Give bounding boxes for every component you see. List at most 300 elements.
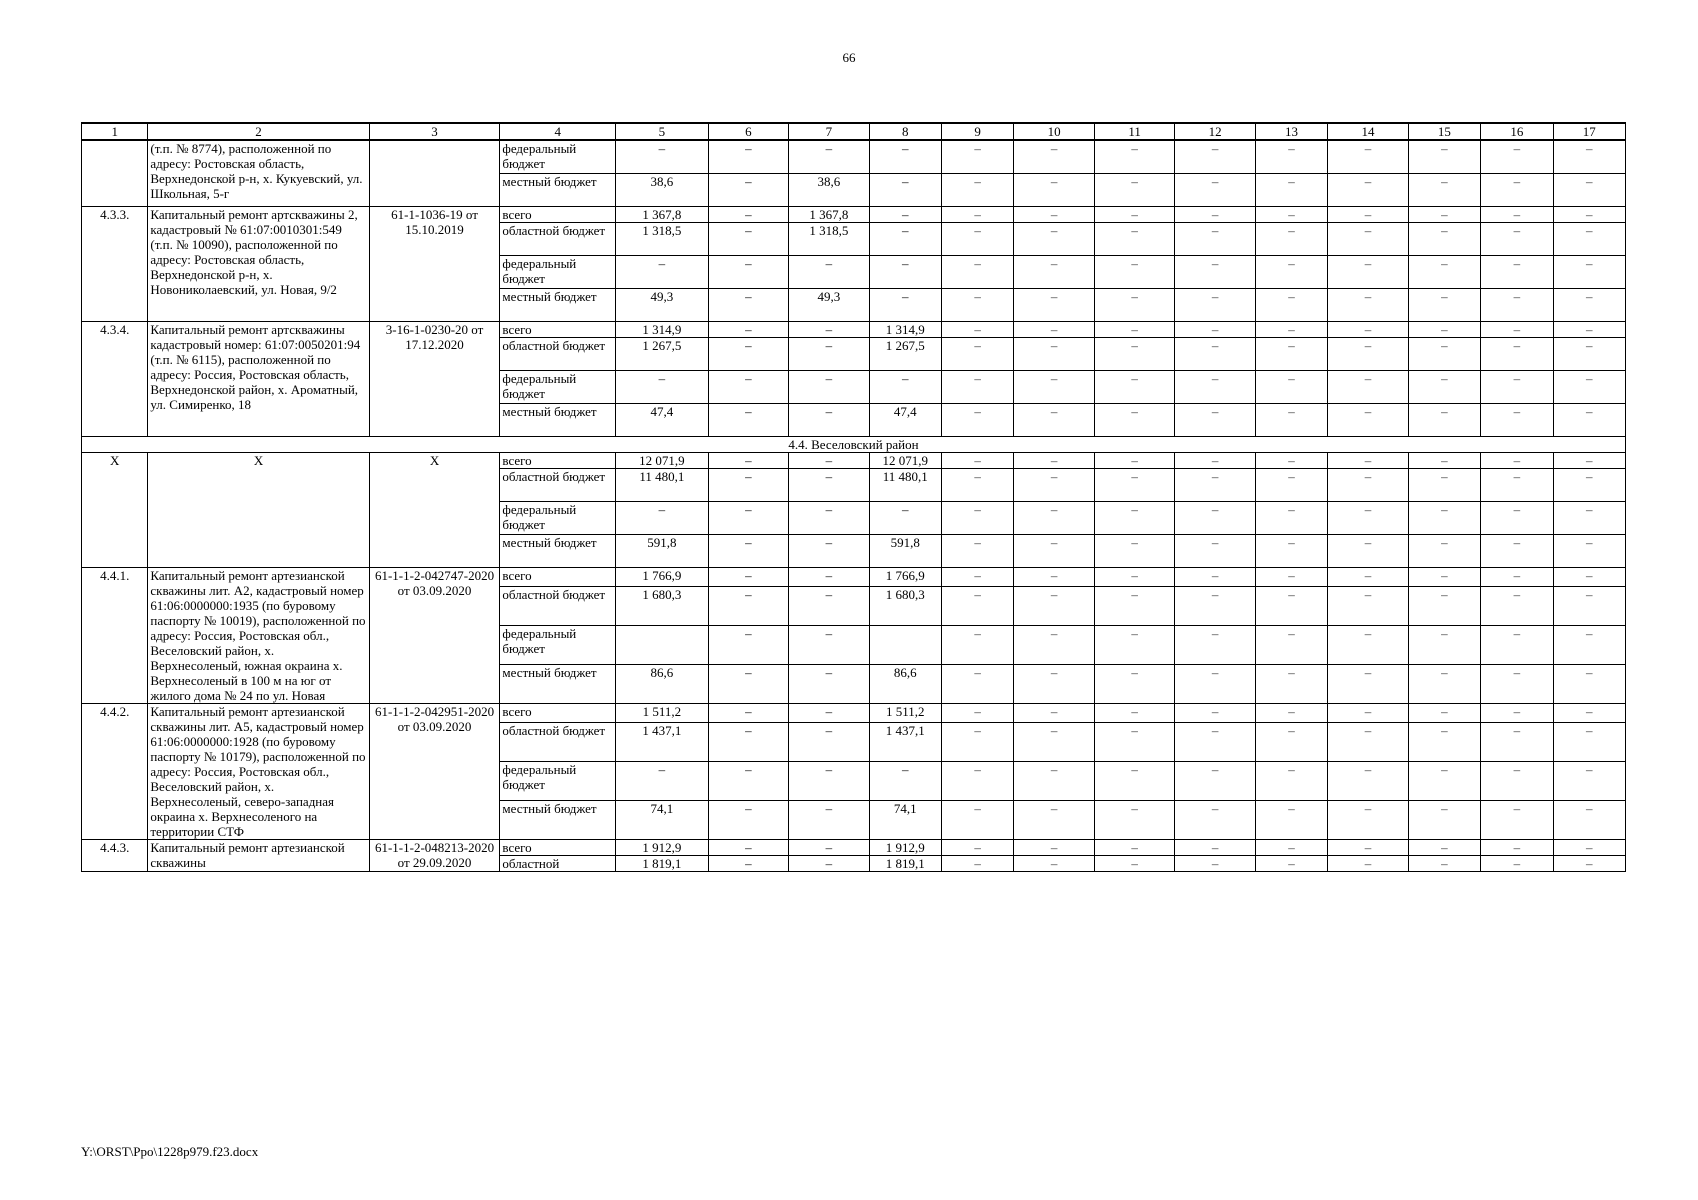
empty-value-dash: –	[1328, 722, 1408, 761]
amount-v8: 1 267,5	[869, 338, 941, 371]
empty-value-dash: –	[1014, 338, 1094, 371]
table-row	[82, 840, 1626, 856]
empty-value-dash: –	[1408, 371, 1480, 404]
empty-value-dash: –	[1094, 453, 1174, 469]
empty-value-dash: –	[941, 840, 1013, 856]
empty-value-dash: –	[1553, 761, 1625, 800]
amount-v8: 1 766,9	[869, 568, 941, 587]
empty-value-dash: –	[1408, 800, 1480, 839]
empty-value-dash: –	[1328, 207, 1408, 223]
amount-v6: –	[708, 840, 788, 856]
empty-value-dash: –	[1328, 840, 1408, 856]
empty-value-dash: –	[1255, 223, 1327, 256]
amount-v7: –	[789, 453, 869, 469]
funding-source: областной бюджет	[500, 223, 616, 256]
empty-value-dash: –	[1255, 800, 1327, 839]
empty-value-dash: –	[1094, 322, 1174, 338]
empty-value-dash: –	[1014, 586, 1094, 625]
empty-value-dash: –	[1481, 535, 1553, 568]
amount-v5: 74,1	[616, 800, 709, 839]
funding-source: федеральный бюджет	[500, 625, 616, 664]
empty-value-dash: –	[1014, 625, 1094, 664]
empty-value-dash: –	[1175, 568, 1255, 587]
amount-v7: 1 367,8	[789, 207, 869, 223]
empty-value-dash: –	[1481, 404, 1553, 437]
expertise-conclusion: 61-1-1-2-048213-2020 от 29.09.2020	[369, 840, 500, 872]
amount-v8: 1 819,1	[869, 856, 941, 872]
amount-v5: –	[616, 371, 709, 404]
empty-value-dash: –	[1094, 586, 1174, 625]
amount-v6: –	[708, 586, 788, 625]
amount-v5: 1 437,1	[616, 722, 709, 761]
amount-v7: –	[789, 856, 869, 872]
empty-value-dash: –	[1553, 174, 1625, 207]
amount-v7: –	[789, 140, 869, 174]
empty-value-dash: –	[1553, 856, 1625, 872]
empty-value-dash: –	[1408, 664, 1480, 703]
empty-value-dash: –	[1255, 469, 1327, 502]
empty-value-dash: –	[1408, 322, 1480, 338]
funding-source: федеральный бюджет	[500, 140, 616, 174]
empty-value-dash: –	[1014, 568, 1094, 587]
empty-value-dash: –	[1094, 371, 1174, 404]
empty-value-dash: –	[1553, 800, 1625, 839]
column-number: 9	[941, 123, 1013, 140]
empty-value-dash: –	[1408, 256, 1480, 289]
amount-v8: –	[869, 761, 941, 800]
empty-value-dash: –	[1255, 722, 1327, 761]
empty-value-dash: –	[1408, 453, 1480, 469]
empty-value-dash: –	[1328, 223, 1408, 256]
empty-value-dash: –	[1175, 256, 1255, 289]
funding-source: федеральный бюджет	[500, 371, 616, 404]
funding-source: всего	[500, 453, 616, 469]
empty-value-dash: –	[1014, 322, 1094, 338]
column-number: 17	[1553, 123, 1625, 140]
empty-value-dash: –	[1014, 469, 1094, 502]
empty-value-dash: –	[1175, 722, 1255, 761]
amount-v6: –	[708, 174, 788, 207]
expertise-conclusion	[369, 140, 500, 207]
empty-value-dash: –	[1408, 761, 1480, 800]
table-row	[82, 568, 1626, 587]
amount-v5: –	[616, 502, 709, 535]
empty-value-dash: –	[1094, 469, 1174, 502]
amount-v8: 47,4	[869, 404, 941, 437]
empty-value-dash: –	[1408, 469, 1480, 502]
empty-value-dash: –	[1094, 625, 1174, 664]
amount-v8: 591,8	[869, 535, 941, 568]
empty-value-dash: –	[1328, 469, 1408, 502]
empty-value-dash: –	[1094, 761, 1174, 800]
expertise-conclusion: 61-1-1-2-042747-2020 от 03.09.2020	[369, 568, 500, 704]
column-number: 13	[1255, 123, 1327, 140]
column-number: 7	[789, 123, 869, 140]
item-number: 4.3.4.	[82, 322, 148, 437]
amount-v7: –	[789, 338, 869, 371]
empty-value-dash: –	[1014, 856, 1094, 872]
empty-value-dash: –	[1175, 223, 1255, 256]
empty-value-dash: –	[1094, 664, 1174, 703]
empty-value-dash: –	[1175, 174, 1255, 207]
empty-value-dash: –	[1328, 338, 1408, 371]
empty-value-dash: –	[1408, 140, 1480, 174]
empty-value-dash: –	[1481, 256, 1553, 289]
empty-value-dash: –	[941, 800, 1013, 839]
empty-value-dash: –	[1553, 704, 1625, 723]
amount-v8: –	[869, 371, 941, 404]
empty-value-dash: –	[941, 338, 1013, 371]
empty-value-dash: –	[1014, 840, 1094, 856]
empty-value-dash: –	[1255, 625, 1327, 664]
amount-v7: –	[789, 664, 869, 703]
empty-value-dash: –	[1175, 322, 1255, 338]
funding-source: всего	[500, 322, 616, 338]
empty-value-dash: –	[1014, 289, 1094, 322]
amount-v5: 1 680,3	[616, 586, 709, 625]
empty-value-dash: –	[1408, 535, 1480, 568]
amount-v7: –	[789, 722, 869, 761]
amount-v6: –	[708, 568, 788, 587]
table-body	[82, 123, 1626, 872]
empty-value-dash: –	[1014, 535, 1094, 568]
amount-v7: –	[789, 404, 869, 437]
empty-value-dash: –	[1094, 223, 1174, 256]
empty-value-dash: –	[941, 722, 1013, 761]
empty-value-dash: –	[1014, 704, 1094, 723]
empty-value-dash: –	[1175, 535, 1255, 568]
funding-source: федеральный бюджет	[500, 761, 616, 800]
empty-value-dash: –	[1328, 568, 1408, 587]
amount-v8	[869, 625, 941, 664]
empty-value-dash: –	[1553, 625, 1625, 664]
amount-v6: –	[708, 800, 788, 839]
table-row	[82, 140, 1626, 174]
empty-value-dash: –	[941, 664, 1013, 703]
amount-v6: –	[708, 722, 788, 761]
amount-v6: –	[708, 502, 788, 535]
empty-value-dash: –	[1255, 371, 1327, 404]
empty-value-dash: –	[1408, 502, 1480, 535]
empty-value-dash: –	[941, 568, 1013, 587]
amount-v7: –	[789, 256, 869, 289]
amount-v8: 1 511,2	[869, 704, 941, 723]
empty-value-dash: –	[1014, 664, 1094, 703]
empty-value-dash: –	[1481, 322, 1553, 338]
amount-v6: –	[708, 322, 788, 338]
amount-v5: –	[616, 140, 709, 174]
empty-value-dash: –	[1175, 625, 1255, 664]
section-row	[82, 437, 1626, 453]
amount-v7: –	[789, 322, 869, 338]
empty-value-dash: –	[1094, 140, 1174, 174]
amount-v6: –	[708, 535, 788, 568]
item-number: 4.4.1.	[82, 568, 148, 704]
empty-value-dash: –	[1328, 404, 1408, 437]
footer-file-path: Y:\ORST\Ppo\1228p979.f23.docx	[81, 1144, 259, 1159]
empty-value-dash: –	[1408, 625, 1480, 664]
table-row	[82, 322, 1626, 338]
amount-v6: –	[708, 140, 788, 174]
empty-value-dash: –	[941, 404, 1013, 437]
empty-value-dash: –	[941, 322, 1013, 338]
amount-v5: 49,3	[616, 289, 709, 322]
expertise-conclusion: 61-1-1-2-042951-2020 от 03.09.2020	[369, 704, 500, 840]
empty-value-dash: –	[1328, 664, 1408, 703]
amount-v8: –	[869, 289, 941, 322]
empty-value-dash: –	[1094, 568, 1174, 587]
empty-value-dash: –	[1014, 453, 1094, 469]
empty-value-dash: –	[1175, 338, 1255, 371]
empty-value-dash: –	[941, 535, 1013, 568]
empty-value-dash: –	[1408, 207, 1480, 223]
amount-v5: 1 819,1	[616, 856, 709, 872]
empty-value-dash: –	[1408, 223, 1480, 256]
empty-value-dash: –	[1553, 469, 1625, 502]
empty-value-dash: –	[1328, 453, 1408, 469]
funding-source: областной бюджет	[500, 338, 616, 371]
empty-value-dash: –	[1328, 289, 1408, 322]
empty-value-dash: –	[1553, 256, 1625, 289]
empty-value-dash: –	[1255, 289, 1327, 322]
empty-value-dash: –	[1328, 174, 1408, 207]
empty-value-dash: –	[1094, 704, 1174, 723]
amount-v7: –	[789, 535, 869, 568]
amount-v5: 86,6	[616, 664, 709, 703]
empty-value-dash: –	[941, 625, 1013, 664]
empty-value-dash: –	[1255, 256, 1327, 289]
empty-value-dash: –	[1408, 704, 1480, 723]
amount-v7: –	[789, 469, 869, 502]
amount-v7: –	[789, 371, 869, 404]
empty-value-dash: –	[1481, 502, 1553, 535]
empty-value-dash: –	[1014, 800, 1094, 839]
amount-v5	[616, 625, 709, 664]
empty-value-dash: –	[1408, 722, 1480, 761]
expertise-conclusion: 3-16-1-0230-20 от 17.12.2020	[369, 322, 500, 437]
column-number: 11	[1094, 123, 1174, 140]
amount-v5: 11 480,1	[616, 469, 709, 502]
empty-value-dash: –	[1408, 568, 1480, 587]
empty-value-dash: –	[1255, 535, 1327, 568]
amount-v5: 1 912,9	[616, 840, 709, 856]
amount-v5: –	[616, 256, 709, 289]
empty-value-dash: –	[1328, 502, 1408, 535]
amount-v8: –	[869, 502, 941, 535]
empty-value-dash: –	[1255, 207, 1327, 223]
section-title: 4.4. Веселовский район	[82, 437, 1626, 453]
empty-value-dash: –	[1481, 800, 1553, 839]
empty-value-dash: –	[1328, 704, 1408, 723]
amount-v8: 1 912,9	[869, 840, 941, 856]
empty-value-dash: –	[1481, 704, 1553, 723]
amount-v8: –	[869, 140, 941, 174]
item-number: 4.3.3.	[82, 207, 148, 322]
amount-v6: –	[708, 223, 788, 256]
empty-value-dash: –	[1481, 140, 1553, 174]
empty-value-dash: –	[1481, 338, 1553, 371]
empty-value-dash: –	[1481, 856, 1553, 872]
amount-v6: –	[708, 664, 788, 703]
empty-value-dash: –	[1255, 322, 1327, 338]
amount-v7: –	[789, 704, 869, 723]
empty-value-dash: –	[1408, 174, 1480, 207]
amount-v6: –	[708, 256, 788, 289]
amount-v8: 1 680,3	[869, 586, 941, 625]
funding-source: всего	[500, 207, 616, 223]
empty-value-dash: –	[1094, 722, 1174, 761]
empty-value-dash: –	[1175, 140, 1255, 174]
empty-value-dash: –	[1255, 502, 1327, 535]
empty-value-dash: –	[1255, 568, 1327, 587]
amount-v8: 12 071,9	[869, 453, 941, 469]
amount-v6: –	[708, 625, 788, 664]
empty-value-dash: –	[1553, 664, 1625, 703]
funding-source: областной	[500, 856, 616, 872]
column-number: 16	[1481, 123, 1553, 140]
empty-value-dash: –	[941, 586, 1013, 625]
table-row	[82, 207, 1626, 223]
empty-value-dash: –	[1255, 761, 1327, 800]
empty-value-dash: –	[1328, 140, 1408, 174]
table-row	[82, 453, 1626, 469]
amount-v5: 1 511,2	[616, 704, 709, 723]
empty-value-dash: –	[1481, 722, 1553, 761]
empty-value-dash: –	[1175, 856, 1255, 872]
empty-value-dash: –	[1094, 289, 1174, 322]
amount-v7: –	[789, 586, 869, 625]
empty-value-dash: –	[1175, 840, 1255, 856]
column-number: 14	[1328, 123, 1408, 140]
empty-value-dash: –	[1481, 174, 1553, 207]
empty-value-dash: –	[1481, 371, 1553, 404]
empty-value-dash: –	[1553, 722, 1625, 761]
empty-value-dash: –	[1553, 568, 1625, 587]
empty-value-dash: –	[1255, 664, 1327, 703]
amount-v8: 1 437,1	[869, 722, 941, 761]
empty-value-dash: –	[1094, 404, 1174, 437]
column-number: 15	[1408, 123, 1480, 140]
amount-v5: 38,6	[616, 174, 709, 207]
amount-v8: 1 314,9	[869, 322, 941, 338]
amount-v5: 47,4	[616, 404, 709, 437]
page-number: 66	[842, 50, 856, 65]
empty-value-dash: –	[1094, 338, 1174, 371]
amount-v7: 49,3	[789, 289, 869, 322]
empty-value-dash: –	[1328, 535, 1408, 568]
amount-v7: –	[789, 568, 869, 587]
amount-v6: –	[708, 404, 788, 437]
amount-v8: 11 480,1	[869, 469, 941, 502]
empty-value-dash: –	[1408, 840, 1480, 856]
funding-source: местный бюджет	[500, 174, 616, 207]
empty-value-dash: –	[1014, 207, 1094, 223]
column-number: 6	[708, 123, 788, 140]
empty-value-dash: –	[1094, 256, 1174, 289]
amount-v7: –	[789, 840, 869, 856]
column-number: 2	[148, 123, 369, 140]
amount-v8: 86,6	[869, 664, 941, 703]
empty-value-dash: –	[941, 502, 1013, 535]
amount-v6: –	[708, 289, 788, 322]
amount-v7: 1 318,5	[789, 223, 869, 256]
empty-value-dash: –	[1014, 502, 1094, 535]
empty-value-dash: –	[1408, 856, 1480, 872]
empty-value-dash: –	[1175, 453, 1255, 469]
empty-value-dash: –	[1094, 856, 1174, 872]
empty-value-dash: –	[1553, 338, 1625, 371]
empty-value-dash: –	[1255, 453, 1327, 469]
table-row	[82, 704, 1626, 723]
empty-value-dash: –	[1328, 586, 1408, 625]
funding-source: областной бюджет	[500, 469, 616, 502]
empty-value-dash: –	[1553, 453, 1625, 469]
empty-value-dash: –	[1481, 207, 1553, 223]
amount-v6: –	[708, 856, 788, 872]
empty-value-dash: –	[1481, 586, 1553, 625]
item-number	[82, 140, 148, 207]
object-description: Капитальный ремонт артезианской скважины лит. А5, кадастровый номер 61:06:0000000:1928 (по буровому паспорту № 10179), расположенной по адресу: Россия, Ростовская обл., Веселовский район, х. Верхнесоленый, северо-западная окраина х. Верхнесоленого на территории СТФ	[148, 704, 369, 840]
empty-value-dash: –	[1328, 856, 1408, 872]
empty-value-dash: –	[1094, 535, 1174, 568]
amount-v7: –	[789, 800, 869, 839]
empty-value-dash: –	[1408, 338, 1480, 371]
empty-value-dash: –	[941, 289, 1013, 322]
empty-value-dash: –	[1014, 256, 1094, 289]
item-number: 4.4.3.	[82, 840, 148, 872]
funding-source: всего	[500, 568, 616, 587]
empty-value-dash: –	[941, 140, 1013, 174]
empty-value-dash: –	[1255, 404, 1327, 437]
funding-source: федеральный бюджет	[500, 256, 616, 289]
amount-v7: –	[789, 761, 869, 800]
amount-v7: 38,6	[789, 174, 869, 207]
empty-value-dash: –	[1481, 840, 1553, 856]
column-number: 8	[869, 123, 941, 140]
empty-value-dash: –	[941, 453, 1013, 469]
object-description: Капитальный ремонт артскважины кадастровый номер: 61:07:0050201:94 (т.п. № 6115), расположенной по адресу: Россия, Ростовская область, Верхнедонской район, х. Ароматный, ул. Симиренко, 18	[148, 322, 369, 437]
amount-v5: 1 318,5	[616, 223, 709, 256]
amount-v5: 1 367,8	[616, 207, 709, 223]
column-number: 5	[616, 123, 709, 140]
amount-v6: –	[708, 453, 788, 469]
column-number: 4	[500, 123, 616, 140]
empty-value-dash: –	[941, 207, 1013, 223]
amount-v7: –	[789, 502, 869, 535]
empty-value-dash: –	[1175, 704, 1255, 723]
empty-value-dash: –	[941, 469, 1013, 502]
empty-value-dash: –	[1408, 586, 1480, 625]
empty-value-dash: –	[1014, 140, 1094, 174]
empty-value-dash: –	[1255, 856, 1327, 872]
empty-value-dash: –	[941, 761, 1013, 800]
empty-value-dash: –	[1175, 664, 1255, 703]
amount-v5: –	[616, 761, 709, 800]
empty-value-dash: –	[941, 856, 1013, 872]
empty-value-dash: –	[1255, 174, 1327, 207]
empty-value-dash: –	[1175, 289, 1255, 322]
amount-v6: –	[708, 371, 788, 404]
amount-v5: 12 071,9	[616, 453, 709, 469]
object-description: Капитальный ремонт артскважины 2, кадастровый № 61:07:0010301:549 (т.п. № 10090), расположенной по адресу: Ростовская область, Верхнедонской р-н, х. Новониколаевский, ул. Новая, 9/2	[148, 207, 369, 322]
empty-value-dash: –	[1553, 371, 1625, 404]
empty-value-dash: –	[1481, 568, 1553, 587]
empty-value-dash: –	[1175, 207, 1255, 223]
empty-value-dash: –	[1014, 761, 1094, 800]
funding-source: местный бюджет	[500, 404, 616, 437]
empty-value-dash: –	[1481, 469, 1553, 502]
empty-value-dash: –	[1175, 761, 1255, 800]
